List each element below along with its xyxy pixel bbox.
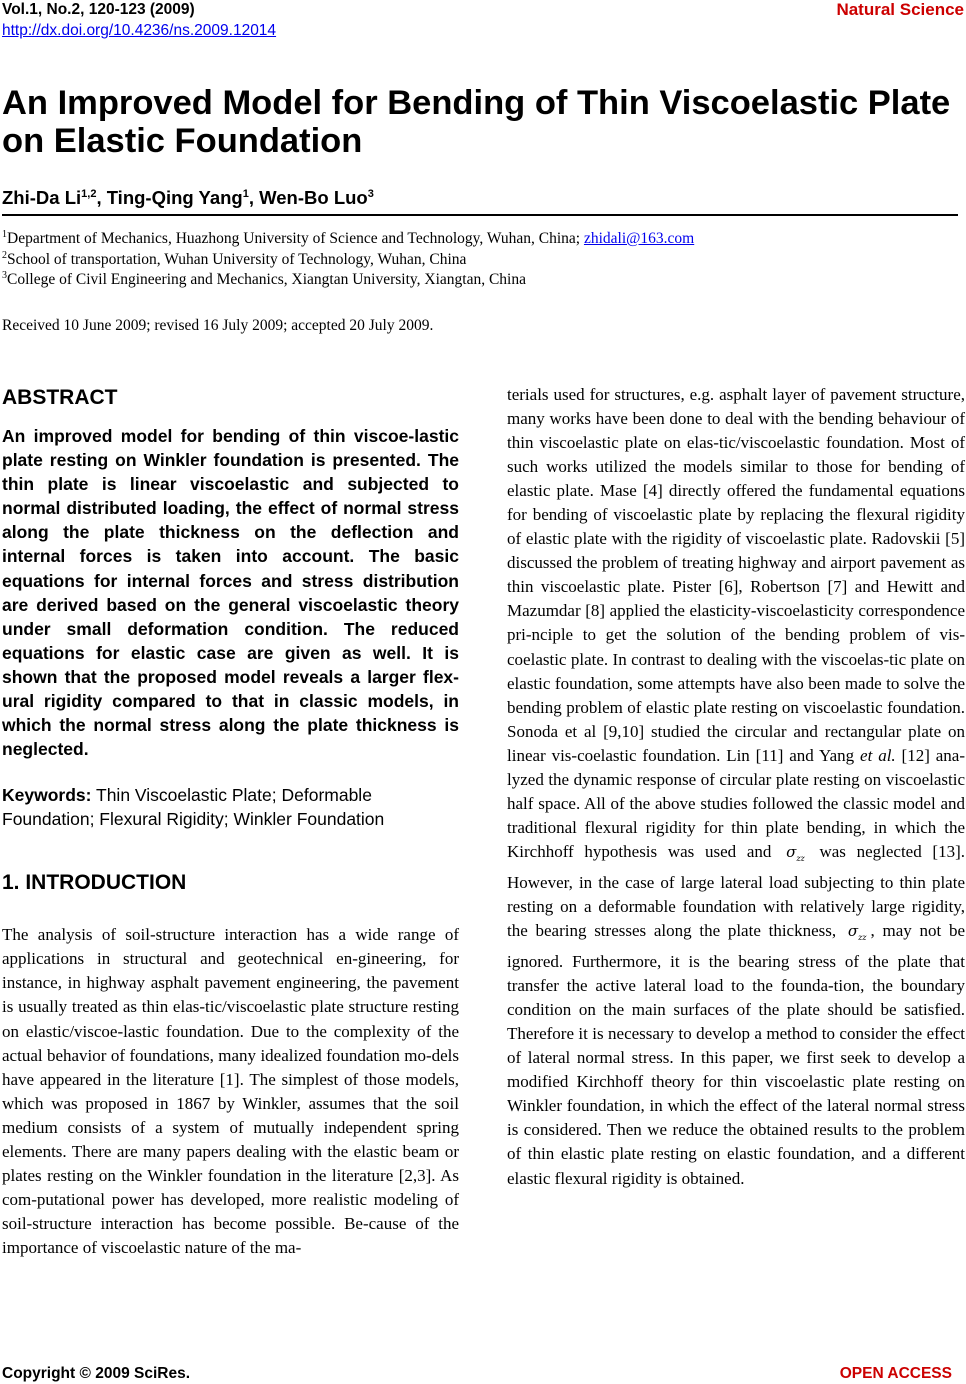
affiliation-number: 3 <box>2 270 7 281</box>
author-email-link[interactable]: zhidali@163.com <box>583 230 695 247</box>
affiliation-item <box>2 250 962 271</box>
abstract-body: An improved model for bending of thin viscoe-lastic plate resting on Winkler foundation is presented. The thin plate is linear viscoelastic and subjected to normal distributed loading, the effect of normal stress along the plate thickness on the deflection and internal forces is taken into account. The basic equations for internal forces and stress distribution are derived based on the general viscoelastic theory under small deformation condition. The reduced equations for elastic case are given as well. It is shown that the proposed model reveals a larger flex-ural rigidity compared to that in classic models, in which the normal stress along the plate thickness is neglected. <box>2 426 459 760</box>
body-text-italic: et al. <box>860 745 896 765</box>
journal-citation: Vol.1, No.2, 120-123 (2009) <box>2 1 195 18</box>
affiliation-number: 1 <box>2 229 7 240</box>
abstract-heading: ABSTRACT <box>2 386 118 409</box>
author-separator: , <box>96 187 107 208</box>
affiliation-text: College of Civil Engineering and Mechanics, Xiangtan University, Xiangtan, China <box>7 271 526 288</box>
copyright-notice: Copyright © 2009 SciRes. <box>2 1365 191 1382</box>
symbol-subscript: zz <box>796 853 805 863</box>
body-text-run: terials used for structures, e.g. asphalt layer of pavement structure, many works have been done to deal with the bending behaviour of thin viscoelastic plate on elas-tic/viscoelastic foundation. Most of such works utilized the models similar to those for bending of elastic plate. Mase [4] directly offered the fundamental equations for bending of viscoelastic plate by replacing the flexural rigidity of elastic plate with the rigidity of viscoelastic plate. Radovskii [5] discussed the problem of treating highway and airport pavement as thin viscoelastic plate. Pister [6], Robertson [7] and Hewitt and Mazumdar [8] applied the elasticity-viscoelasticity correspondence pri-nciple to get the solution of the bending problem of vis-coelastic plate. In contrast to dealing with the viscoelas-tic plate on elastic foundation, some attempts have also been made to solve the bending problem of elastic plate resting on viscoelastic foundation. Sonoda et al [9,10] studied the circular and rectangular plate on linear vis-coelastic foundation. Lin [11] and Yang <box>507 385 965 765</box>
affiliation-item <box>2 270 962 291</box>
open-access-label: OPEN ACCESS <box>839 1365 952 1382</box>
symbol-subscript: zz <box>858 933 867 943</box>
introduction-heading: 1. INTRODUCTION <box>2 871 187 895</box>
body-text-run: [12] ana-lyzed the dynamic response of circular plate resting on viscoelastic half space. All of the above studies followed the classic model and traditional flexural rigidity for thin plate bending, in which the Kirchhoff hypothesis was used and <box>507 745 965 861</box>
body-text-run: was neglected [13]. However, in the case of large lateral load subjecting to thin plate resting on a deformable foundation with relatively large rigidity, the bearing stresses along the plate thickness, <box>507 841 965 941</box>
doi-link[interactable]: http://dx.doi.org/10.4236/ns.2009.12014 <box>2 22 277 39</box>
keywords <box>2 783 459 831</box>
affiliation-text: Department of Mechanics, Huazhong University of Science and Technology, Wuhan, China; <box>7 230 584 247</box>
received-dates: Received 10 June 2009; revised 16 July 2009; accepted 20 July 2009. <box>2 317 434 334</box>
symbol-base: σ <box>786 842 797 861</box>
affiliation-text: School of transportation, Wuhan University of Technology, Wuhan, China <box>7 250 467 268</box>
affiliation-number: 2 <box>2 249 7 261</box>
left-column <box>2 384 459 1260</box>
affiliation-list <box>2 229 962 291</box>
author-separator: , <box>248 187 260 208</box>
author-name: Zhi-Da Li <box>2 187 82 208</box>
introduction-paragraph-right <box>507 383 965 1191</box>
author-affiliation-mark: 1 <box>242 188 249 200</box>
author-name: Wen-Bo Luo <box>259 187 368 208</box>
affiliation-item <box>2 229 962 250</box>
author-list <box>2 186 374 210</box>
author-name: Ting-Qing Yang <box>106 187 243 208</box>
sigma-zz-symbol <box>782 843 809 861</box>
body-text-run: , may not be ignored. Furthermore, it is the bearing stress of the plate that transfer the active lateral load to the founda-tion, the boundary condition on the main surfaces of the plate should be satisfied. Therefore it is necessary to develop a method to consider the effect of lateral normal stress. In this paper, we first seek to develop a modified Kirchhoff theory for thin viscoelastic plate resting on Winkler foundation, in which the effect of the lateral normal stress is considered. Then we reduce the obtained results to the problem of thin elastic plate resting on elastic foundation, and a different elastic flexural rigidity is obtained. <box>507 921 965 1188</box>
title-divider <box>2 214 958 216</box>
paper-title: An Improved Model for Bending of Thin Viscoelastic Plate on Elastic Foundation <box>2 84 951 160</box>
author-affiliation-mark: 3 <box>367 188 374 200</box>
author-affiliation-mark: 1,2 <box>81 188 97 200</box>
keywords-label: Keywords: <box>2 785 92 806</box>
journal-name: Natural Science <box>836 0 964 19</box>
sigma-zz-symbol <box>844 922 871 943</box>
introduction-paragraph-left: The analysis of soil-structure interaction has a wide range of applications in structural and geotechnical en-gineering, for instance, in highway asphalt pavement engineering, the pavement is usually treated as thin elas-tic/viscoelastic plate structure resting on elastic/viscoe-lastic foundation. Due to the complexity of the actual behavior of foundations, many idealized foundation mo-dels have appeared in the literature [1]. The simplest of those models, which was proposed in 1867 by Winkler, assumes that the soil medium consists of a system of mutually independent spring elements. There are many papers dealing with the elastic beam or plates resting on the Winkler foundation in the literature [2,3]. As com-putational power has developed, more realistic modeling of soil-structure interaction has become possible. Be-cause of the importance of viscoelastic nature of the ma- <box>2 925 459 1257</box>
right-column <box>507 383 965 1191</box>
symbol-base: σ <box>847 922 859 941</box>
keywords-text: Thin Viscoelastic Plate; Deformable Foundation; Flexural Rigidity; Winkler Foundation <box>2 785 385 830</box>
